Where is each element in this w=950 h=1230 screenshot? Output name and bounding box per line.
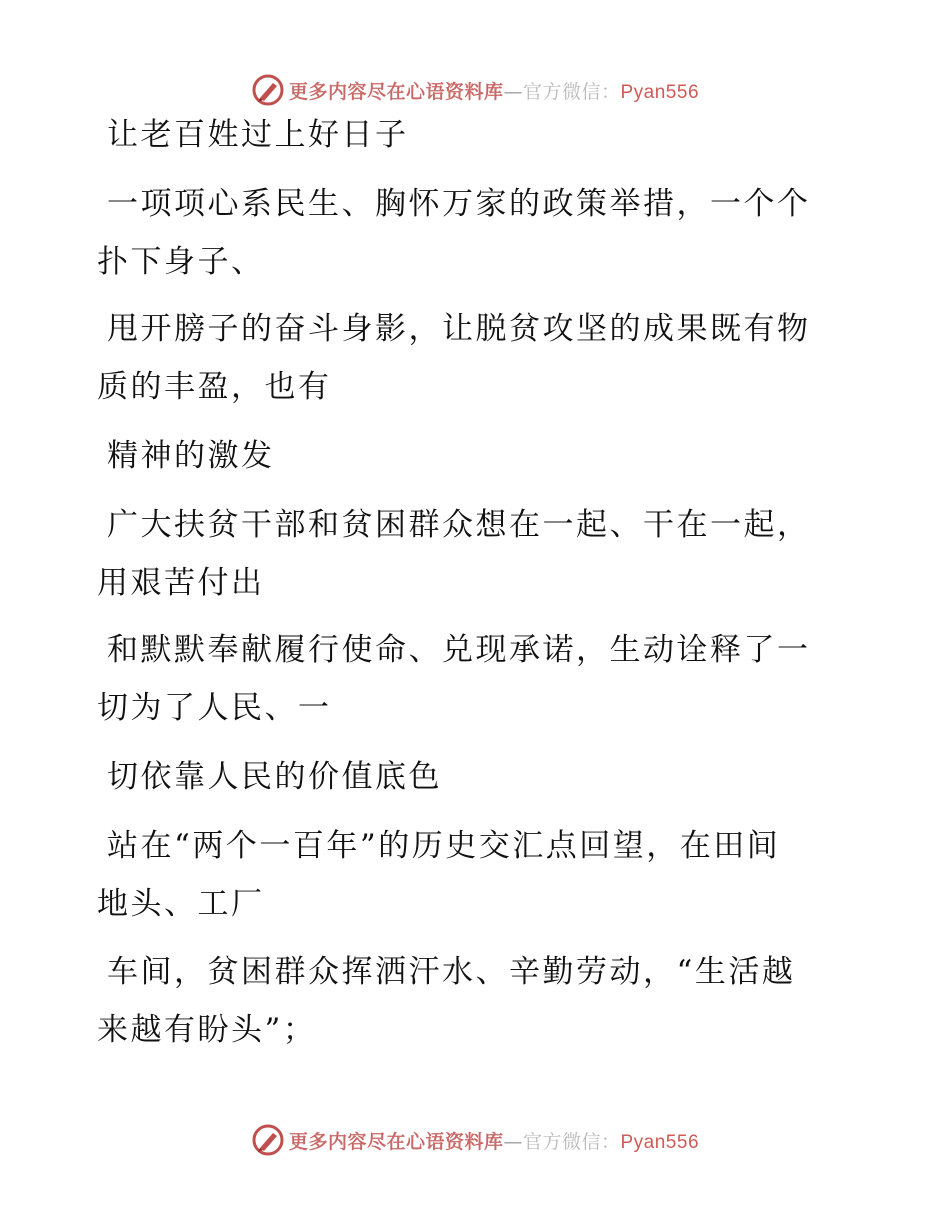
watermark-wechat-label: 官方微信： [522,1130,621,1153]
watermark-site: 更多内容尽在心语资料库 [288,80,504,103]
watermark-wechat-id: Pyan556 [620,81,700,103]
paragraph-line: 站在“两个一百年”的历史交汇点回望，在田间 [107,828,781,864]
paragraph-line: 和默默奉献履行使命、兑现承诺，生动诠释了一 [107,632,811,668]
paragraph-line: 质的丰盈，也有 [97,369,332,405]
paragraph [97,829,837,921]
paragraph [97,508,837,600]
paragraph [97,955,837,1047]
watermark-wechat-id: Pyan556 [620,1131,700,1153]
watermark-dash: — [503,80,523,103]
watermark-dash: — [503,1130,523,1153]
paragraph-line: 用艰苦付出 [97,565,265,601]
paragraph [97,312,837,404]
watermark-text [289,77,699,104]
paragraph [97,760,837,794]
paragraph-line: 地头、工厂 [97,886,265,922]
paragraph-line: 让老百姓过上好日子 [107,117,409,153]
pen-logo-icon [251,73,285,107]
paragraph-line: 来越有盼头”； [97,1012,317,1048]
watermark-banner-top [0,70,950,110]
paragraph-line: 广大扶贫干部和贫困群众想在一起、干在一起， [107,507,811,543]
watermark-text [289,1127,699,1154]
pen-logo-icon [251,1123,285,1157]
paragraph-line: 车间，贫困群众挥洒汗水、辛勤劳动，“生活越 [107,954,796,990]
paragraph [97,187,837,279]
paragraph [97,633,837,725]
paragraph-line: 切依靠人民的价值底色 [107,759,442,795]
paragraph-line: 精神的激发 [107,438,275,474]
paragraph [97,118,837,152]
paragraph-line: 切为了人民、一 [97,690,332,726]
watermark-site: 更多内容尽在心语资料库 [288,1130,504,1153]
paragraph-line: 甩开膀子的奋斗身影，让脱贫攻坚的成果既有物 [107,311,811,347]
document-body [97,118,837,1047]
paragraph [97,439,837,473]
paragraph-line: 扑下身子、 [97,244,265,280]
watermark-wechat-label: 官方微信： [522,80,621,103]
paragraph-line: 一项项心系民生、胸怀万家的政策举措，一个个 [107,186,811,222]
watermark-banner-bottom [0,1120,950,1160]
